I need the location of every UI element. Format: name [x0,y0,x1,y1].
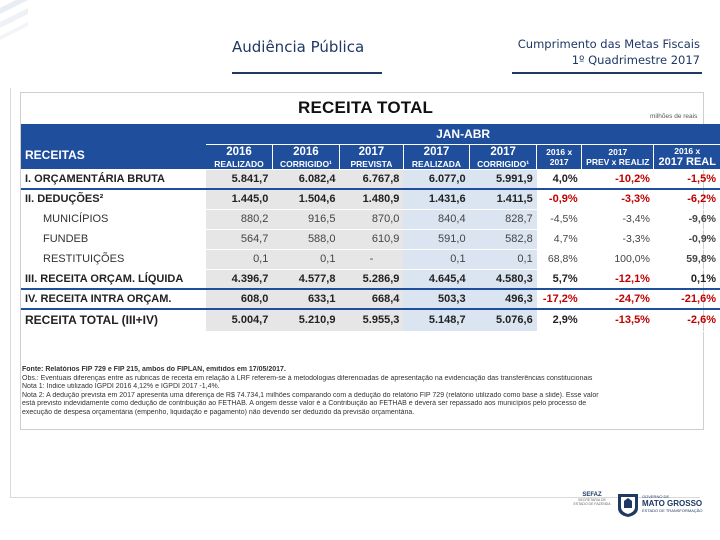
note-2-line-3: execução de despesa orçamentária (empenho, liquidação e pagamento) não devendo ser deduzido da previsão orçamentária. [22,408,415,416]
cell-value: 5.076,6 [470,309,537,331]
cell-pct: -12,1% [582,269,654,289]
cell-pct: 0,1% [654,269,720,289]
table-row [21,189,720,209]
row-label: II. DEDUÇÕES² [21,189,206,209]
cell-pct: -3,4% [582,209,654,229]
cell-value: 5.286,9 [339,269,403,289]
cell-value: - [339,249,403,269]
cell-value: 1.431,6 [403,189,469,209]
cell-pct: -6,2% [654,189,720,209]
cell-value: 6.767,8 [339,169,403,189]
cell-pct: 68,8% [537,249,582,269]
row-label: MUNICÍPIOS [21,209,206,229]
row-label: IV. RECEITA INTRA ORÇAM. [21,289,206,309]
cell-value: 5.841,7 [206,169,272,189]
table-row [21,269,720,289]
subtitle-underline [512,72,702,74]
header-receitas: RECEITAS [21,124,206,169]
sefaz-logo-text: SEFAZ [582,492,602,498]
table-row [21,249,720,269]
unit-note: milhões de reais [650,113,698,120]
cell-value: 1.445,0 [206,189,272,209]
row-label: I. ORÇAMENTÁRIA BRUTA [21,169,206,189]
cell-value: 828,7 [470,209,537,229]
cell-value: 668,4 [339,289,403,309]
cell-value: 4.645,4 [403,269,469,289]
cell-value: 5.210,9 [272,309,339,331]
cell-value: 916,5 [272,209,339,229]
row-label: FUNDEB [21,229,206,249]
cell-value: 564,7 [206,229,272,249]
cell-pct: -3,3% [582,189,654,209]
subtitle-line-1: Cumprimento das Metas Fiscais [517,37,700,51]
sefaz-logo-subtext: SECRETARIA DE ESTADO DE FAZENDA [573,498,611,506]
table-title: RECEITA TOTAL [298,98,434,117]
col-header-2017-corrigido: 2017 CORRIGIDO¹ [470,144,537,169]
col-header-prev-x-realiz: 2017 PREV x REALIZ [582,144,654,169]
corner-decoration [0,0,28,60]
cell-value: 5.991,9 [470,169,537,189]
cell-value: 870,0 [339,209,403,229]
col-header-2017-realizada: 2017 REALIZADA [403,144,469,169]
cell-pct: -10,2% [582,169,654,189]
cell-pct: 5,7% [537,269,582,289]
cell-value: 588,0 [272,229,339,249]
cell-value: 610,9 [339,229,403,249]
header-period-group: JAN-ABR [206,124,720,144]
cell-value: 6.077,0 [403,169,469,189]
subtitle-line-2: 1º Quadrimestre 2017 [571,53,700,67]
cell-pct: 4,7% [537,229,582,249]
left-frame-line [10,88,11,498]
cell-pct: -17,2% [537,289,582,309]
cell-pct: 2,9% [537,309,582,331]
note-1: Nota 1: Índice utilizado IGPDI 2016 4,12% e IGPDI 2017 -1,4%. [22,383,220,391]
cell-value: 5.955,3 [339,309,403,331]
cell-value: 0,1 [206,249,272,269]
footer-logos [572,492,712,522]
cell-value: 582,8 [470,229,537,249]
row-label: RESTITUIÇÕES [21,249,206,269]
note-source: Fonte: Relatórios FIP 729 e FIP 215, ambos do FIPLAN, emitidos em 17/05/2017. [22,366,286,373]
cell-pct: -3,3% [582,229,654,249]
cell-pct: -13,5% [582,309,654,331]
cell-value: 496,3 [470,289,537,309]
cell-value: 0,1 [470,249,537,269]
state-logo-text [642,494,703,513]
cell-pct: 4,0% [537,169,582,189]
note-2-line-2: está previsto indevidamente como dedução de contribuição ao FETHAB. A origem desse valor é a Contribuição ao FETHAB e deverá ser repassado aos municípios pelo processo de [22,400,587,408]
cell-value: 503,3 [403,289,469,309]
state-sub: ESTADO DE TRANSFORMAÇÃO [642,508,703,513]
cell-value: 4.396,7 [206,269,272,289]
table-row [21,169,720,189]
sefaz-logo [572,492,612,506]
cell-pct: -0,9% [654,229,720,249]
row-label: III. RECEITA ORÇAM. LÍQUIDA [21,269,206,289]
cell-value: 1.411,5 [470,189,537,209]
table-notes [22,366,702,418]
table-row [21,209,720,229]
cell-value: 0,1 [272,249,339,269]
cell-value: 0,1 [403,249,469,269]
cell-value: 6.082,4 [272,169,339,189]
note-obs: Obs.: Eventuais diferenças entre as rubricas de receita em relação à LRF referem-se à metodologias diferenciadas de apresentação na evidenciação das transferências constitucionais [22,374,593,382]
header-row-group [21,124,720,144]
title-underline [232,72,382,74]
cell-value: 1.480,9 [339,189,403,209]
col-header-2016-corrigido: 2016 CORRIGIDO¹ [272,144,339,169]
cell-pct: -4,5% [537,209,582,229]
col-header-2017-prevista: 2017 PREVISTA [339,144,403,169]
cell-value: 4.580,3 [470,269,537,289]
subtitle-block [505,36,700,68]
receita-table [21,124,720,332]
cell-pct: -2,6% [654,309,720,331]
col-header-2016x2017: 2016 x 2017 [537,144,582,169]
table-row [21,289,720,309]
col-header-2016-realizado: 2016 REALIZADO [206,144,272,169]
cell-value: 591,0 [403,229,469,249]
cell-pct: -0,9% [537,189,582,209]
table-row-total [21,309,720,331]
cell-pct: -1,5% [654,169,720,189]
note-2-line-1: Nota 2: A dedução prevista em 2017 apresenta uma diferença de R$ 74.734,1 milhões comparando com a dedução do relatório FIP 729 (relatório utilizado como base a slide). Esse valor [22,391,599,399]
cell-value: 5.148,7 [403,309,469,331]
cell-pct: -24,7% [582,289,654,309]
cell-value: 4.577,8 [272,269,339,289]
cell-value: 608,0 [206,289,272,309]
cell-pct: 100,0% [582,249,654,269]
cell-value: 880,2 [206,209,272,229]
col-header-real: 2016 x 2017 REAL [654,144,720,169]
cell-pct: -21,6% [654,289,720,309]
cell-pct: -9,6% [654,209,720,229]
row-label: RECEITA TOTAL (III+IV) [21,309,206,331]
cell-value: 5.004,7 [206,309,272,331]
page-title: Audiência Pública [232,38,365,56]
table-row [21,229,720,249]
cell-value: 840,4 [403,209,469,229]
state-prefix: GOVERNO DE [642,494,670,499]
cell-pct: 59,8% [654,249,720,269]
cell-value: 1.504,6 [272,189,339,209]
cell-value: 633,1 [272,289,339,309]
state-name: MATO GROSSO [642,499,703,508]
state-seal-icon [616,492,640,518]
